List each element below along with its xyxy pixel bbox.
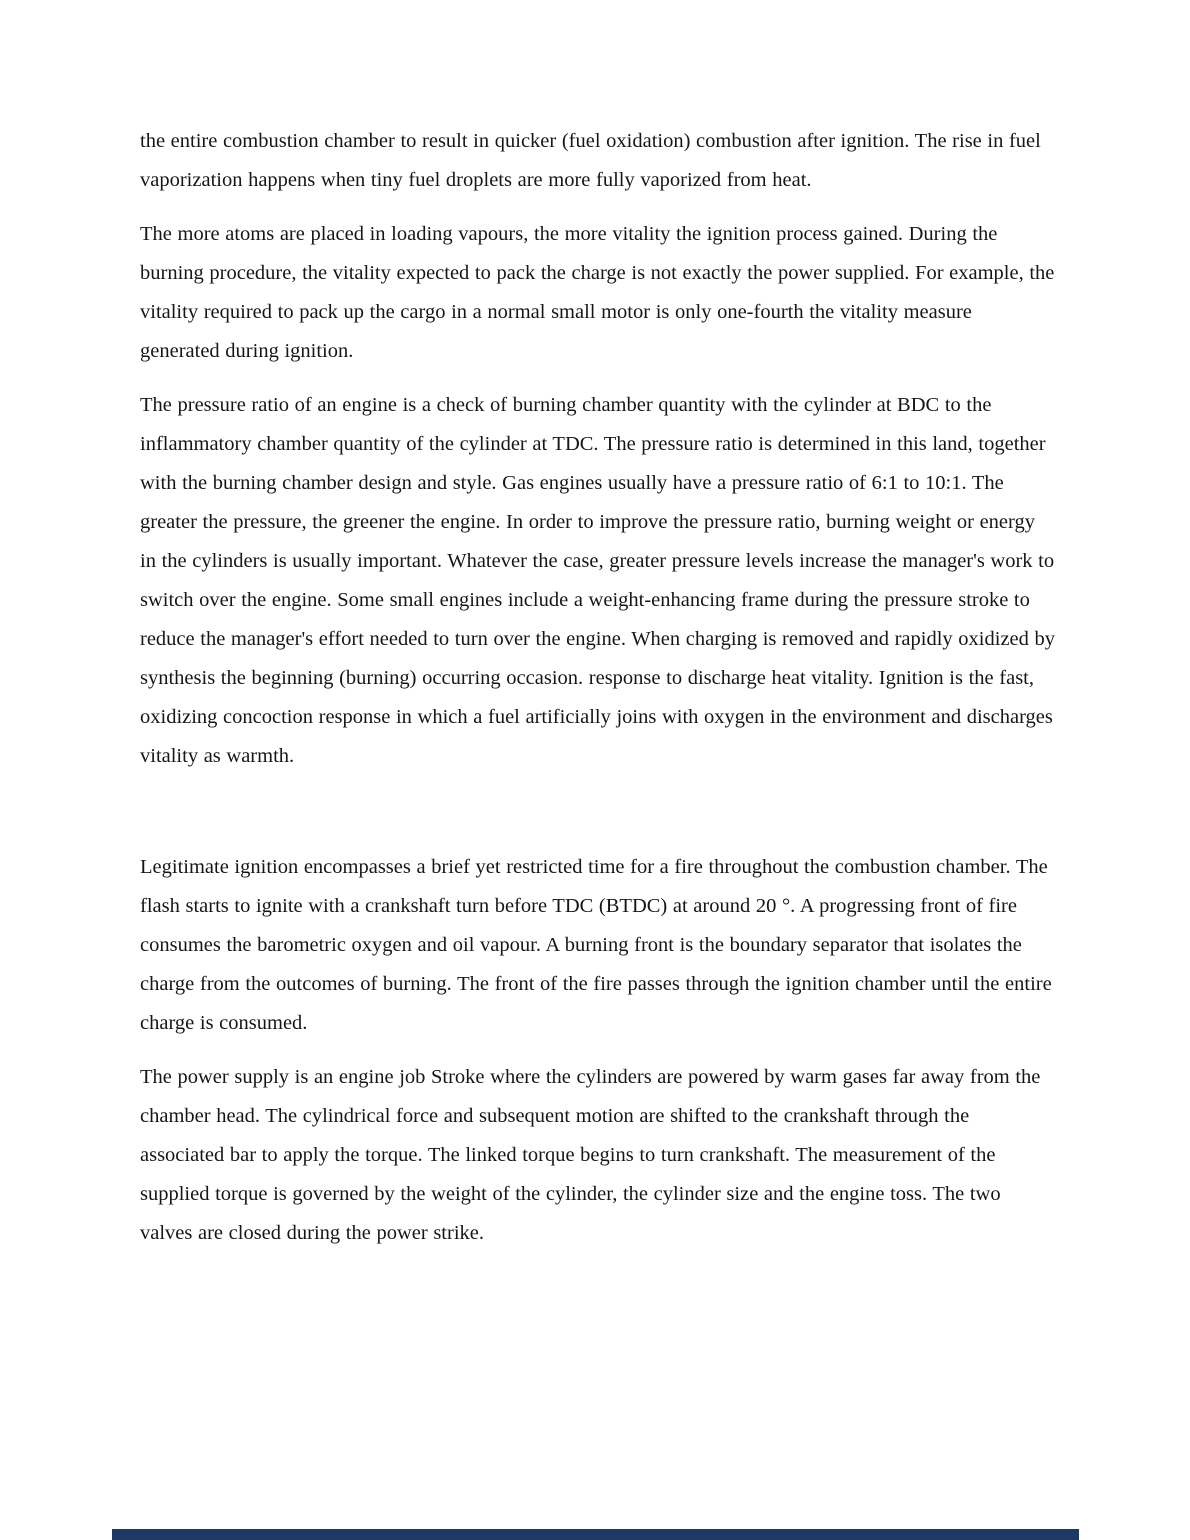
paragraph-loading-vapours: The more atoms are placed in loading vapours, the more vitality the ignition process gained. During the burning procedure, the vitality expected to pack the charge is not exactly the power supplied. For example, the vitality required to pack up the cargo in a normal small motor is only one-fourth the vitality measure generated during ignition.	[140, 223, 1055, 362]
paragraph-power-supply: The power supply is an engine job Stroke where the cylinders are powered by warm gases far away from the chamber head. The cylindrical force and subsequent motion are shifted to the crankshaft through the associated bar to apply the torque. The linked torque begins to turn crankshaft. The measurement of the supplied torque is governed by the weight of the cylinder, the cylinder size and the engine toss. The two valves are closed during the power strike.	[140, 1066, 1041, 1244]
paragraph-legitimate-ignition: Legitimate ignition encompasses a brief yet restricted time for a fire throughout the combustion chamber. The flash starts to ignite with a crankshaft turn before TDC (BTDC) at around 20 °. A progressing front of fire consumes the barometric oxygen and oil vapour. A burning front is the boundary separator that isolates the charge from the outcomes of burning. The front of the fire passes through the ignition chamber until the entire charge is consumed.	[140, 856, 1052, 1034]
document-body	[140, 122, 1055, 1268]
footer-bar	[112, 1529, 1079, 1540]
paragraph-fuel-oxidation: the entire combustion chamber to result in quicker (fuel oxidation) combustion after ignition. The rise in fuel vaporization happens when tiny fuel droplets are more fully vaporized from heat.	[140, 130, 1041, 191]
paragraph-pressure-ratio: The pressure ratio of an engine is a check of burning chamber quantity with the cylinder at BDC to the inflammatory chamber quantity of the cylinder at TDC. The pressure ratio is determined in this land, together with the burning chamber design and style. Gas engines usually have a pressure ratio of 6:1 to 10:1. The greater the pressure, the greener the engine. In order to improve the pressure ratio, burning weight or energy in the cylinders is usually important. Whatever the case, greater pressure levels increase the manager's work to switch over the engine. Some small engines include a weight-enhancing frame during the pressure stroke to reduce the manager's effort needed to turn over the engine. When charging is removed and rapidly oxidized by synthesis the beginning (burning) occurring occasion. response to discharge heat vitality. Ignition is the fast, oxidizing concoction response in which a fuel artificially joins with oxygen in the environment and discharges vitality as warmth.	[140, 394, 1056, 767]
